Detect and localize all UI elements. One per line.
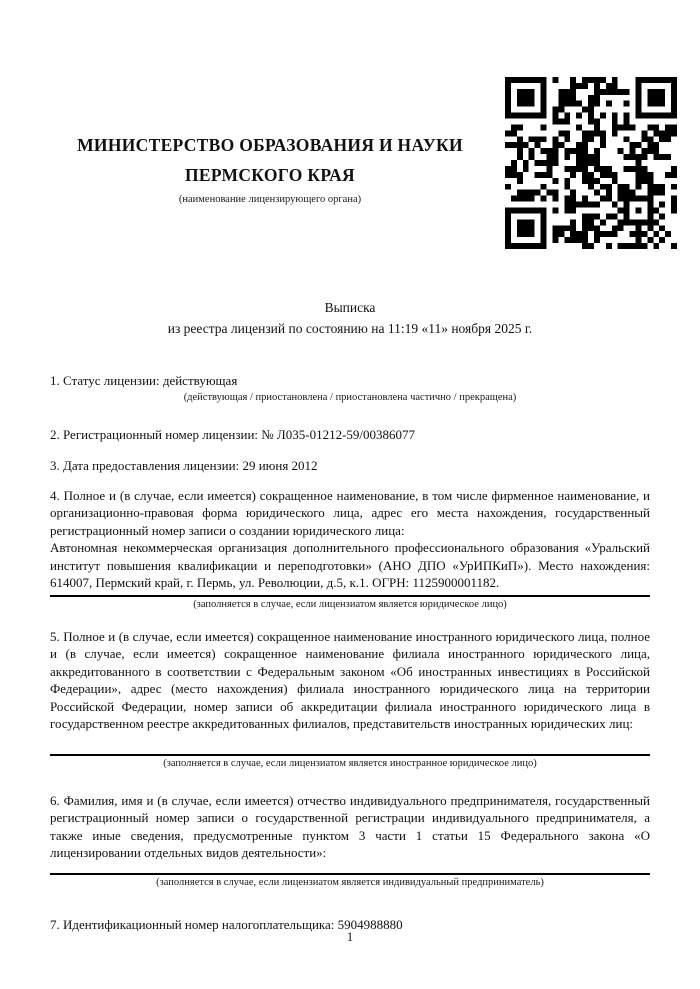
license-status-options-caption: (действующая / приостановлена / приостановлена частично / прекращена) — [183, 391, 517, 403]
fill-in-line-foreign-entity — [50, 754, 650, 756]
page-number: 1 — [346, 930, 354, 944]
license-status-label: 1. Статус лицензии: — [50, 373, 160, 388]
fill-in-line-legal-entity — [50, 595, 650, 597]
license-status-row — [50, 372, 650, 390]
ministry-caption: (наименование лицензирующего органа) — [178, 194, 362, 205]
foreign-entity-clause-text: 5. Полное и (в случае, если имеется) сокращенное наименование иностранного юридического лица, полное и (в случае, если имеется) сокращенное наименование филиала иностранного юридического лица, аккредитованного в соответствии с Федеральным законом «Об иностранных инвестициях в Российской Федерации», адрес (место нахождения) филиала иностранного юридического лица на территории Российской Федерации, номер записи об аккредитации филиала иностранного юридического лица в государственном реестре аккредитованных филиалов, представительств иностранных юридических лиц: — [50, 628, 650, 731]
ministry-name-line1: МИНИСТЕРСТВО ОБРАЗОВАНИЯ И НАУКИ — [77, 135, 463, 155]
registration-number-label: 2. Регистрационный номер лицензии: — [50, 426, 259, 442]
ministry-name-line2: ПЕРМСКОГО КРАЯ — [185, 165, 355, 185]
qr-code-icon — [505, 77, 677, 249]
licensing-authority-block — [50, 0, 490, 207]
foreign-entity-caption: (заполняется в случае, если лицензиатом является иностранное юридическое лицо) — [163, 757, 537, 769]
document-body — [50, 372, 650, 933]
registration-number-row — [50, 426, 650, 444]
taxpayer-id-value: 5904988880 — [337, 916, 403, 932]
taxpayer-id-label: 7. Идентификационный номер налогоплательщика: — [50, 916, 335, 932]
license-grant-date-value: 29 июня 2012 — [242, 458, 318, 473]
license-grant-date-label: 3. Дата предоставления лицензии: — [50, 458, 240, 473]
entrepreneur-caption: (заполняется в случае, если лицензиатом является индивидуальный предприниматель) — [156, 876, 544, 888]
license-grant-date-row — [50, 457, 650, 475]
legal-entity-clause-text: 4. Полное и (в случае, если имеется) сокращенное наименование, в том числе фирменное наименование, и организационно-правовая форма юридического лица, адрес его места нахождения, государственный регистрационный номер записи о создании юридического лица: — [50, 487, 650, 538]
legal-entity-caption: (заполняется в случае, если лицензиатом является юридическое лицо) — [193, 598, 507, 610]
document-subtitle: из реестра лицензий по состоянию на 11:19 «11» ноября 2025 г. — [167, 321, 533, 336]
registration-number-value: № Л035-01212-59/00386077 — [261, 426, 416, 442]
entrepreneur-clause-text: 6. Фамилия, имя и (в случае, если имеется) отчество индивидуального предпринимателя, государственный регистрационный номер записи о государственной регистрации индивидуального предпринимателя, а также иные сведения, предусмотренные пунктом 3 части 1 статьи 15 Федерального закона «О лицензировании отдельных видов деятельности»: — [50, 792, 650, 860]
license-status-value: действующая — [162, 373, 238, 388]
document-title: Выписка — [324, 300, 376, 315]
legal-entity-details-value: Автономная некоммерческая организация дополнительного профессионального образования «Уральский институт повышения квалификации и переподготовки» (АНО ДПО «УрИПКиП»). Место нахождения: 614007, Пермский край, г. Пермь, ул. Революции, д.5, к.1. ОГРН: 1125900001182. — [50, 540, 650, 590]
fill-in-line-entrepreneur — [50, 873, 650, 875]
